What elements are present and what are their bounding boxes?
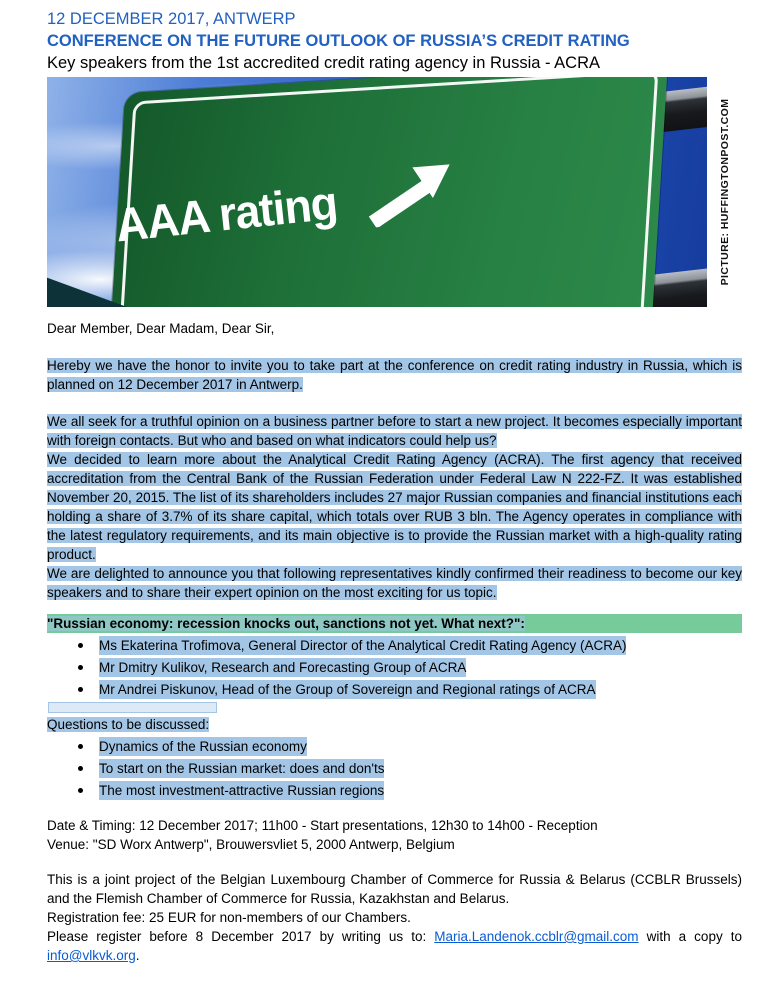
bullet-icon xyxy=(78,687,83,692)
paragraph-invite: Hereby we have the honor to invite you to take part at the conference on credit rating industry in Russia, which is planned on 12 December 2017 in Antwerp. xyxy=(47,358,742,392)
list-item: Ms Ekaterina Trofimova, General Director of the Analytical Credit Rating Agency (ACRA) xyxy=(47,636,742,655)
list-item: To start on the Russian market: does and don'ts xyxy=(47,759,742,778)
conference-subtitle: Key speakers from the 1st accredited credit rating agency in Russia - ACRA xyxy=(47,54,600,72)
questions-list xyxy=(47,737,742,800)
speakers-list xyxy=(47,636,742,699)
paragraph-truthful-opinion: We all seek for a truthful opinion on a business partner before to start a new project. It becomes especially important with foreign contacts. But who and based on what indicators could help us? xyxy=(47,414,742,448)
list-item: Mr Dmitry Kulikov, Research and Forecasting Group of ACRA xyxy=(47,658,742,677)
list-item: Dynamics of the Russian economy xyxy=(47,737,742,756)
salutation: Dear Member, Dear Madam, Dear Sir, xyxy=(47,321,275,336)
topic-heading: "Russian economy: recession knocks out, sanctions not yet. What next?": xyxy=(47,614,742,633)
questions-label: Questions to be discussed: xyxy=(47,717,210,732)
fee-line: Registration fee: 25 EUR for non-members of our Chambers. xyxy=(47,910,411,925)
conference-title: CONFERENCE ON THE FUTURE OUTLOOK OF RUSSIA’S CREDIT RATING xyxy=(47,32,630,50)
photo-credit: PICTURE: HUFFINGTONPOST.COM xyxy=(719,98,731,286)
list-item: The most investment-attractive Russian regions xyxy=(47,781,742,800)
bullet-icon xyxy=(78,744,83,749)
bullet-icon xyxy=(78,766,83,771)
sign-text: AAA rating xyxy=(112,174,340,251)
venue-line: Venue: "SD Worx Antwerp", Brouwersvliet 5, 2000 Antwerp, Belgium xyxy=(47,837,455,852)
list-item: Mr Andrei Piskunov, Head of the Group of Sovereign and Regional ratings of ACRA xyxy=(47,680,742,699)
arrow-up-right-icon xyxy=(361,159,459,228)
paragraph-speakers-announce: We are delighted to announce you that following representatives kindly confirmed their readiness to become our key speakers and to share their expert opinion on the most exciting for us topic. xyxy=(47,566,742,600)
hero-photo xyxy=(47,77,707,307)
bullet-icon xyxy=(78,788,83,793)
bullet-icon xyxy=(78,665,83,670)
date-timing-line: Date & Timing: 12 December 2017; 11h00 - Start presentations, 12h30 to 14h00 - Reception xyxy=(47,818,598,833)
paragraph-acra-info: We decided to learn more about the Analytical Credit Rating Agency (ACRA). The first agency that received accreditation from the Central Bank of the Russian Federation under Federal Law N 222-FZ. It was established November 20, 2015. The list of its shareholders includes 27 major Russian companies and financial institutions each holding a share of 3.7% of its share capital, which totals over RUB 3 bln. The Agency operates in compliance with the latest regulatory requirements, and its main objective is to provide the Russian market with a high-quality rating product. xyxy=(47,452,742,562)
hero-section xyxy=(47,77,742,307)
register-line: Please register before 8 December 2017 by writing us to: Maria.Landenok.ccblr@gmail.com with a copy to info@vlkvk.org. xyxy=(47,929,742,963)
bullet-icon xyxy=(78,643,83,648)
empty-selection-artifact xyxy=(48,702,217,713)
project-line: This is a joint project of the Belgian Luxembourg Chamber of Commerce for Russia & Belarus (CCBLR Brussels) and the Flemish Chamber of Commerce for Russia, Kazakhstan and Belarus. xyxy=(47,872,742,906)
email-link-gmail[interactable]: Maria.Landenok.ccblr@gmail.com xyxy=(434,929,639,944)
header-date-location: 12 DECEMBER 2017, ANTWERP xyxy=(47,10,296,28)
email-link-info[interactable]: info@vlkvk.org xyxy=(47,948,136,963)
